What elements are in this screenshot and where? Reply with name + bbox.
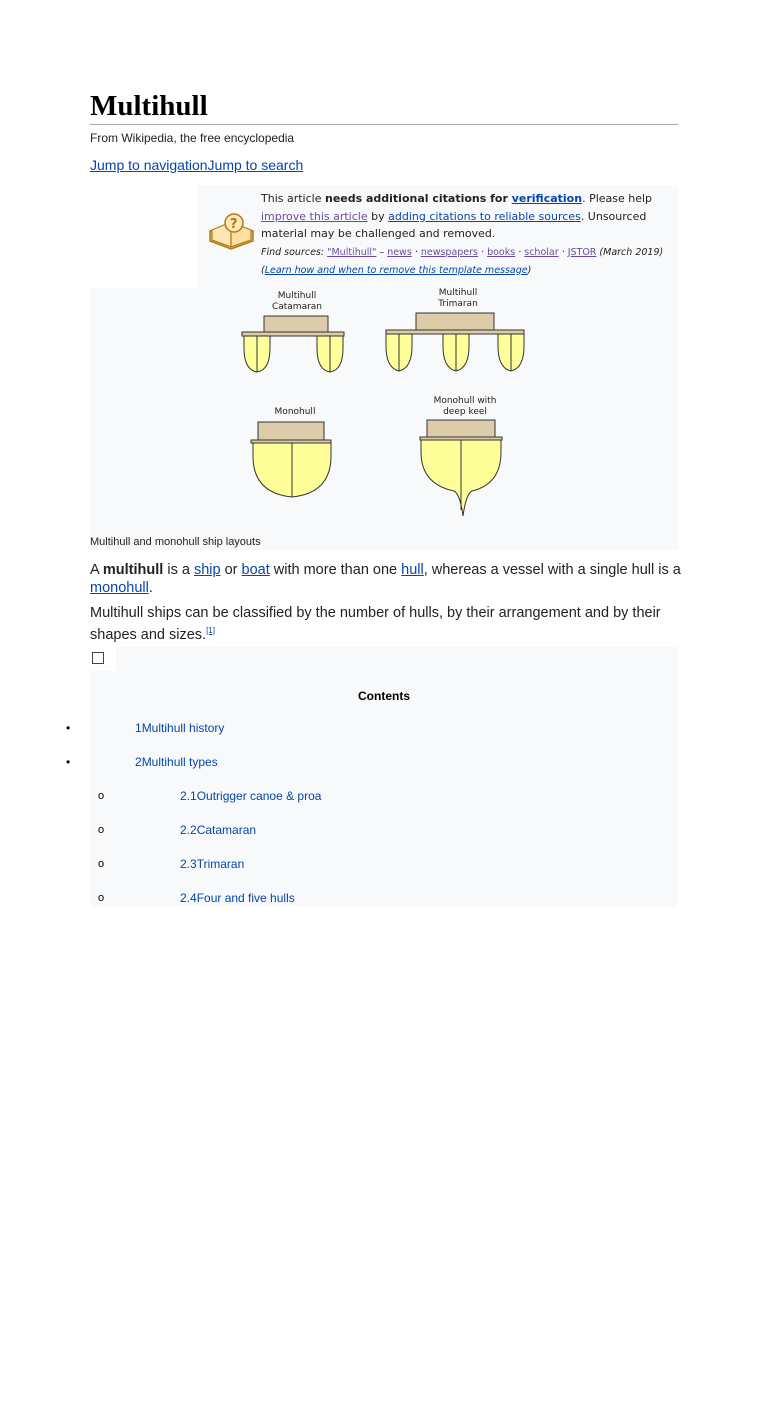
toc-item-1[interactable]: 1Multihull history xyxy=(135,721,225,735)
trimaran-label-1: Multihull xyxy=(438,288,478,298)
find-multihull-link[interactable]: "Multihull" xyxy=(327,246,377,258)
reference-1-link[interactable]: [1] xyxy=(206,626,215,635)
deepkeel-diagram xyxy=(420,420,502,516)
trimaran-diagram xyxy=(386,313,524,371)
hull-link[interactable]: hull xyxy=(401,562,424,578)
toc-bullet-2-2: o xyxy=(98,824,105,836)
table-of-contents xyxy=(90,647,678,907)
jump-links xyxy=(90,157,303,173)
site-tagline: From Wikipedia, the free encyclopedia xyxy=(90,131,295,145)
trimaran-label-2: Trimaran xyxy=(438,299,478,309)
books-link[interactable]: books xyxy=(487,246,516,258)
toc-item-2-4[interactable]: 2.4Four and five hulls xyxy=(180,891,295,905)
find-sources: Find sources: "Multihull" – news · newspapers · books · scholar · JSTOR (March 2019) (Learn how and when to remove this template message) xyxy=(261,246,664,276)
ship-link[interactable]: ship xyxy=(193,562,221,578)
figure-caption: Multihull and monohull ship layouts xyxy=(90,536,261,548)
toc-item-2-2[interactable]: 2.2Catamaran xyxy=(180,823,257,837)
toc-item-2-3[interactable]: 2.3Trimaran xyxy=(180,857,245,871)
toc-bullet-2-4: o xyxy=(98,892,105,904)
deepkeel-label-2: deep keel xyxy=(443,407,487,417)
hull-diagram[interactable] xyxy=(90,288,678,528)
toc-toggle-checkbox[interactable] xyxy=(92,652,104,664)
monohull-label: Monohull xyxy=(274,407,316,417)
newspapers-link[interactable]: newspapers xyxy=(420,246,479,258)
scholar-link[interactable]: scholar xyxy=(524,246,559,258)
toc-bullet-2-3: o xyxy=(98,858,105,870)
monohull-link[interactable]: monohull xyxy=(90,580,149,596)
toc-bullet-1: • xyxy=(66,721,71,735)
book-question-icon xyxy=(207,211,257,251)
toc-title: Contents xyxy=(358,689,410,703)
toc-item-2-1[interactable]: 2.1Outrigger canoe & proa xyxy=(180,789,322,803)
catamaran-label-2: Catamaran xyxy=(271,302,323,312)
boat-link[interactable]: boat xyxy=(241,562,270,578)
toc-item-2[interactable]: 2Multihull types xyxy=(135,755,218,769)
citation-needed-notice xyxy=(197,185,678,288)
news-link[interactable]: news xyxy=(387,246,412,258)
toc-bullet-2: • xyxy=(66,755,71,769)
toc-bullet-2-1: o xyxy=(98,790,105,802)
catamaran-diagram xyxy=(242,316,344,372)
page-title: Multihull xyxy=(90,90,208,122)
title-divider xyxy=(90,124,678,125)
verification-link[interactable]: verification xyxy=(511,192,583,205)
jstor-link[interactable]: JSTOR xyxy=(567,246,597,258)
jump-to-navigation-link[interactable]: Jump to navigation xyxy=(90,157,208,173)
improve-article-link[interactable]: improve this article xyxy=(261,209,368,223)
learn-remove-template-link[interactable]: Learn how and when to remove this template message xyxy=(264,264,528,276)
catamaran-label-1: Multihull xyxy=(277,291,317,301)
deepkeel-label-1: Monohull with xyxy=(433,396,497,406)
intro-paragraph-1: A multihull is a ship or boat with more than one hull, whereas a vessel with a single hull is a monohull. xyxy=(90,562,681,596)
jump-to-search-link[interactable]: Jump to search xyxy=(207,157,304,173)
svg-text:?: ? xyxy=(230,217,238,232)
intro-paragraph-2: Multihull ships can be classified by the number of hulls, by their arrangement and by their shapes and sizes.[1] xyxy=(90,605,661,643)
hull-layouts-figure xyxy=(90,288,678,550)
adding-citations-link[interactable]: adding citations to reliable sources xyxy=(388,209,581,223)
monohull-diagram xyxy=(251,422,331,497)
notice-text: This article needs additional citations for verification. Please help improve this article by adding citations to reliable sources. Unsourced material may be challenged and removed. Find sources: "Multihull" – news · newspapers · books · scholar · JSTOR (March 2019) (Learn how and when to remove this template message) xyxy=(261,192,664,276)
